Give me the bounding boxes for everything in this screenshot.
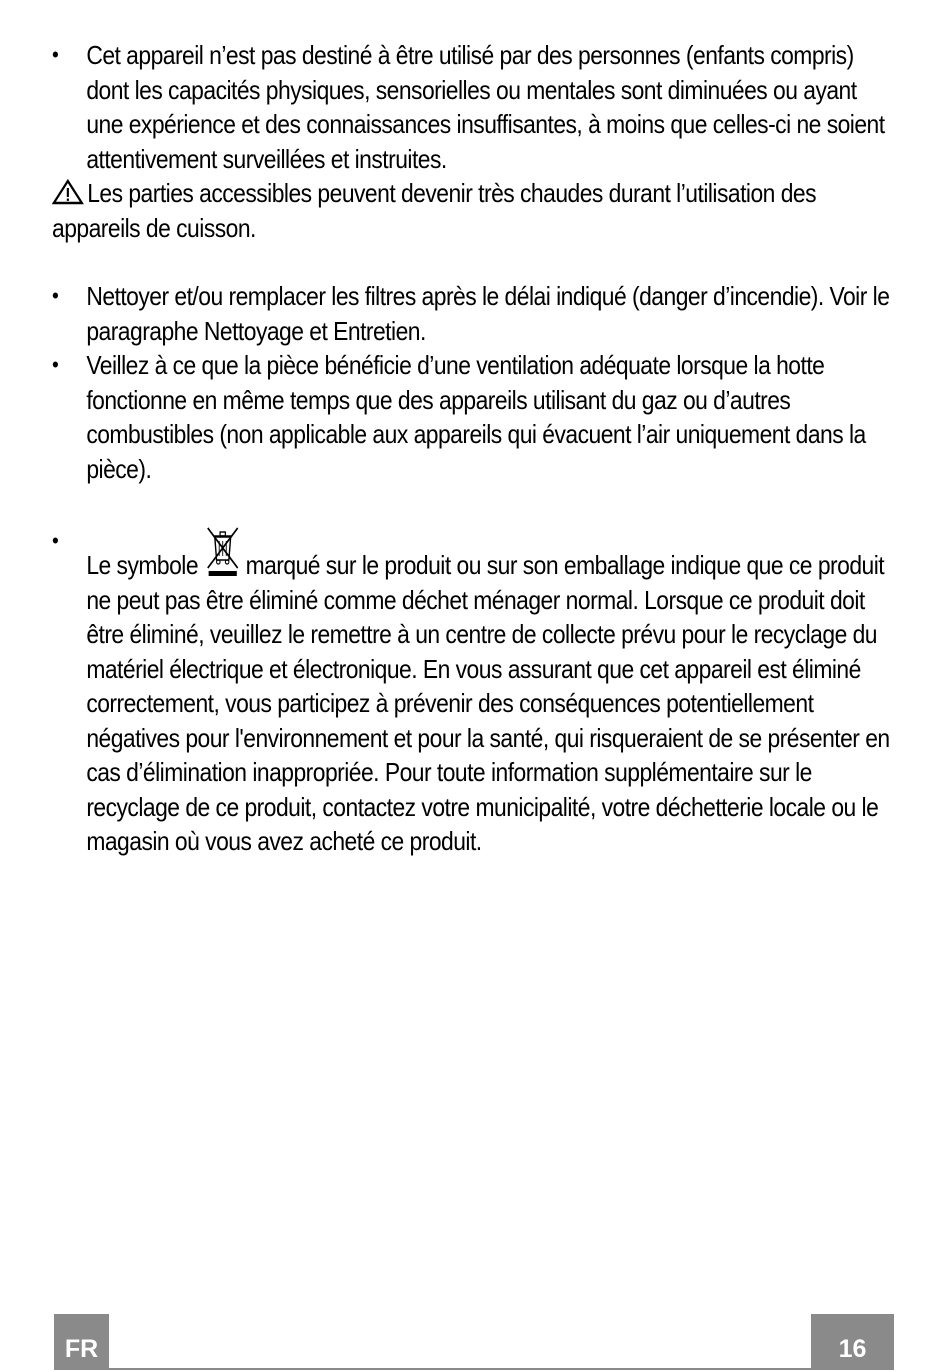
list-item-capacities xyxy=(52,38,892,176)
page-footer xyxy=(54,1314,894,1370)
list-item-recycling xyxy=(52,524,892,859)
crossed-out-wheelie-bin-icon xyxy=(203,524,242,580)
bullet: • xyxy=(52,283,59,308)
recycling-text-after-icon: marqué sur le produit ou sur son emballage indique que ce produit ne peut pas être éliminé comme déchet ménager normal. Lorsque ce produit doit être éliminé, veuillez le remettre à un centre de collecte prévu pour le recyclage du matériel électrique et électronique. En vous assurant que cet appareil est éliminé correctement, vous participez à prévenir des conséquences potentiellement négatives pour l'environnement et pour la santé, qui risqueraient de se présenter en cas d’élimination inappropriée. Pour toute information supplémentaire sur le recyclage de ce produit, contactez votre municipalité, votre déchetterie locale ou le magasin où vous avez acheté ce produit. xyxy=(86,550,890,856)
bullet: • xyxy=(52,352,59,377)
page-content xyxy=(52,38,892,859)
warning-triangle-icon xyxy=(52,179,84,205)
language-badge: FR xyxy=(54,1314,109,1370)
page-number: 16 xyxy=(811,1314,894,1370)
recycling-text-before-icon: Le symbole xyxy=(86,550,199,580)
item-text-ventilation: Veillez à ce que la pièce bénéficie d’une ventilation adéquate lorsque la hotte fonctionne en même temps que des appareils utilisant du gaz ou d’autres combustibles (non applicable aux appareils qui évacuent l’air uniquement dans la pièce). xyxy=(86,350,866,484)
item-text-filters: Nettoyer et/ou remplacer les filtres après le délai indiqué (danger d’incendie). Voir le paragraphe Nettoyage et Entretien. xyxy=(86,281,890,346)
warning-text: Les parties accessibles peuvent devenir très chaudes durant l’utilisation des appareils de cuisson. xyxy=(52,178,817,243)
bullet: • xyxy=(52,528,59,553)
bullet: • xyxy=(52,42,59,67)
spacer xyxy=(52,245,892,279)
warning-paragraph xyxy=(52,176,892,245)
footer-rule xyxy=(109,1368,811,1370)
item-text-capacities: Cet appareil n’est pas destiné à être utilisé par des personnes (enfants compris) dont les capacités physiques, sensorielles ou mentales sont diminuées ou ayant une expérience et des connaissances insuffisantes, à moins que celles-ci ne soient attentivement surveillées et instruites. xyxy=(86,40,885,174)
list-item-filters xyxy=(52,279,892,348)
spacer xyxy=(52,486,892,524)
list-item-ventilation xyxy=(52,348,892,486)
